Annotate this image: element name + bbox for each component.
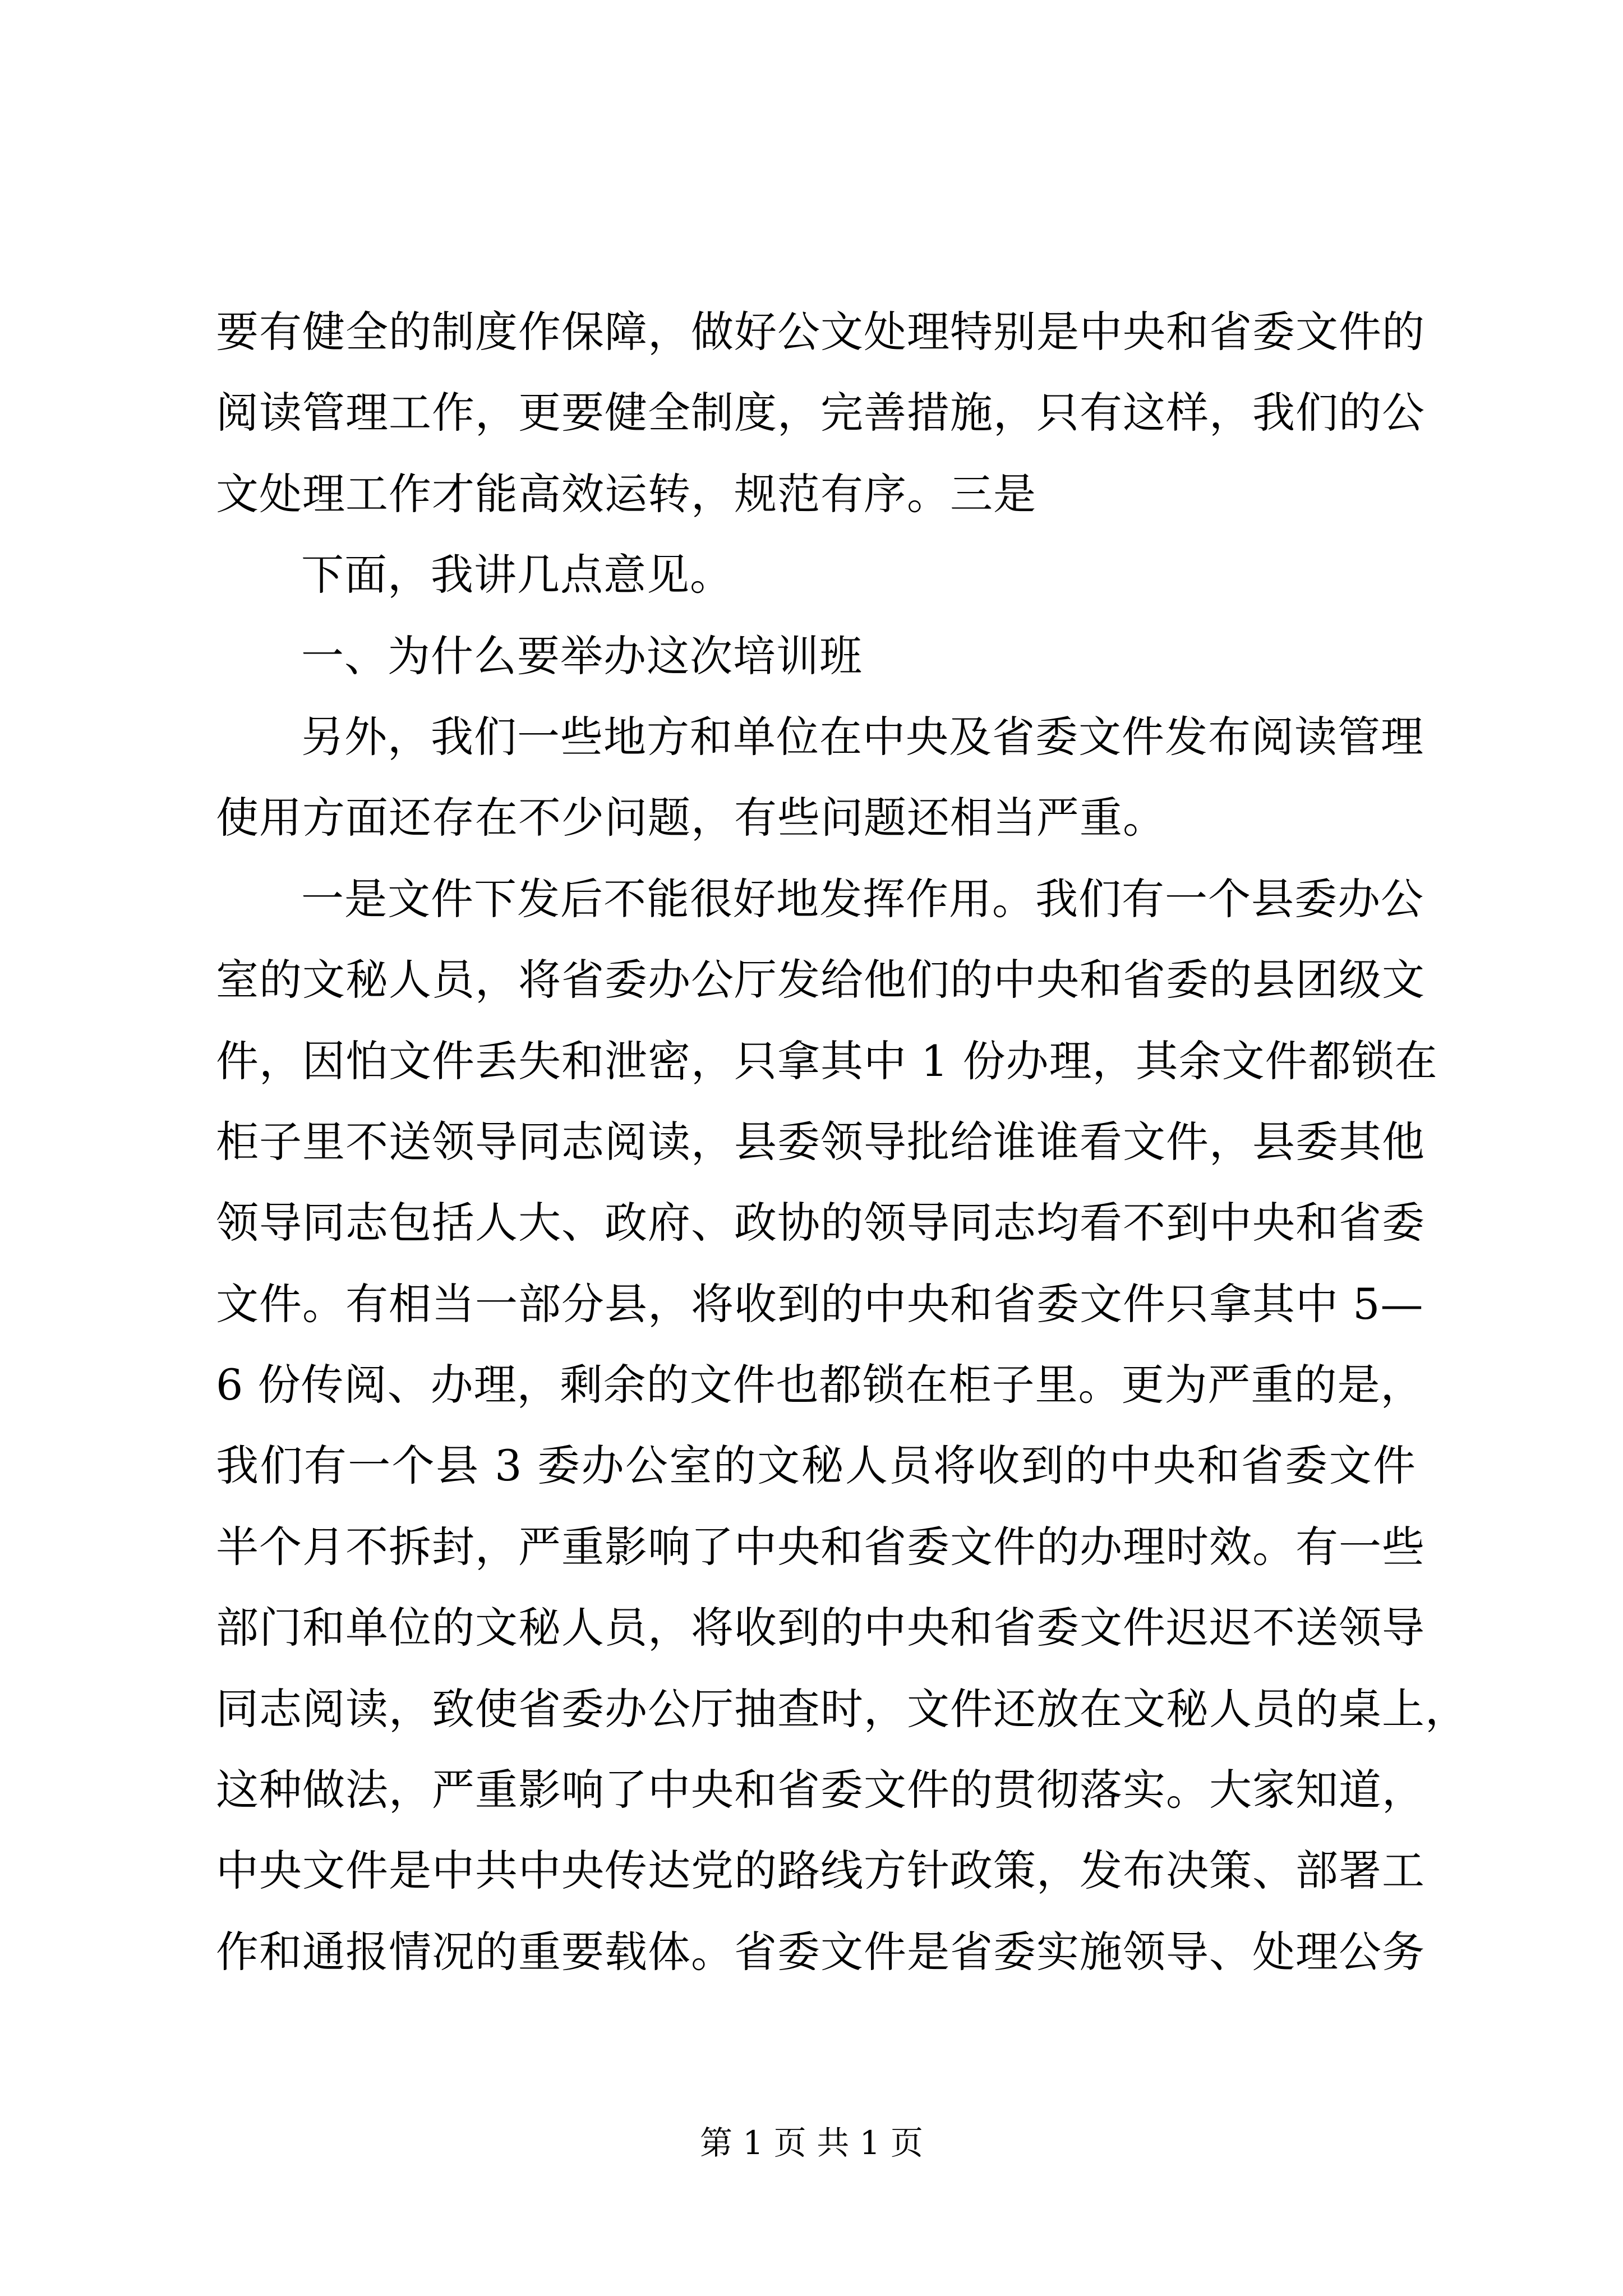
text-line: 下面，我讲几点意见。	[301, 550, 733, 600]
text-line: 中央文件是中共中央传达党的路线方针政策，发布决策、部署工	[216, 1846, 1425, 1896]
text-line: 一是文件下发后不能很好地发挥作用。我们有一个县委办公	[301, 873, 1424, 924]
text-line: 领导同志包括人大、政府、政协的领导同志均看不到中央和省委	[216, 1198, 1425, 1248]
text-line: 作和通报情况的重要载体。省委文件是省委实施领导、处理公务	[216, 1926, 1425, 1977]
text-line: 6 份传阅、办理，剩余的文件也都锁在柜子里。更为严重的是，	[216, 1360, 1424, 1410]
document-body	[216, 292, 1468, 1993]
text-line: 部门和单位的文秘人员，将收到的中央和省委文件迟迟不送领导	[216, 1603, 1425, 1653]
text-line: 另外，我们一些地方和单位在中央及省委文件发布阅读管理	[301, 711, 1424, 762]
text-line: 件，因怕文件丢失和泄密，只拿其中 1 份办理，其余文件都锁在	[216, 1036, 1438, 1086]
text-line: 文件。有相当一部分县，将收到的中央和省委文件只拿其中 5—	[216, 1278, 1424, 1329]
text-line: 阅读管理工作，更要健全制度，完善措施，只有这样，我们的公	[216, 388, 1425, 438]
section-heading: 一、为什么要举办这次培训班	[301, 631, 863, 681]
text-line: 柜子里不送领导同志阅读，县委领导批给谁谁看文件，县委其他	[216, 1116, 1425, 1167]
text-line: 这种做法，严重影响了中央和省委文件的贯彻落实。大家知道，	[216, 1765, 1425, 1815]
text-line: 同志阅读，致使省委办公厅抽查时，文件还放在文秘人员的桌上，	[216, 1683, 1468, 1734]
text-line: 要有健全的制度作保障，做好公文处理特别是中央和省委文件的	[216, 307, 1425, 357]
page-number-footer: 第 1 页 共 1 页	[700, 2124, 923, 2162]
text-line: 我们有一个县 3 委办公室的文秘人员将收到的中央和省委文件	[216, 1441, 1416, 1491]
text-line: 使用方面还存在不少问题，有些问题还相当严重。	[216, 793, 1166, 843]
text-line: 半个月不拆封，严重影响了中央和省委文件的办理时效。有一些	[216, 1521, 1425, 1572]
text-line: 文处理工作才能高效运转，规范有序。三是	[216, 468, 1036, 519]
text-line: 室的文秘人员，将省委办公厅发给他们的中央和省委的县团级文	[216, 955, 1425, 1005]
